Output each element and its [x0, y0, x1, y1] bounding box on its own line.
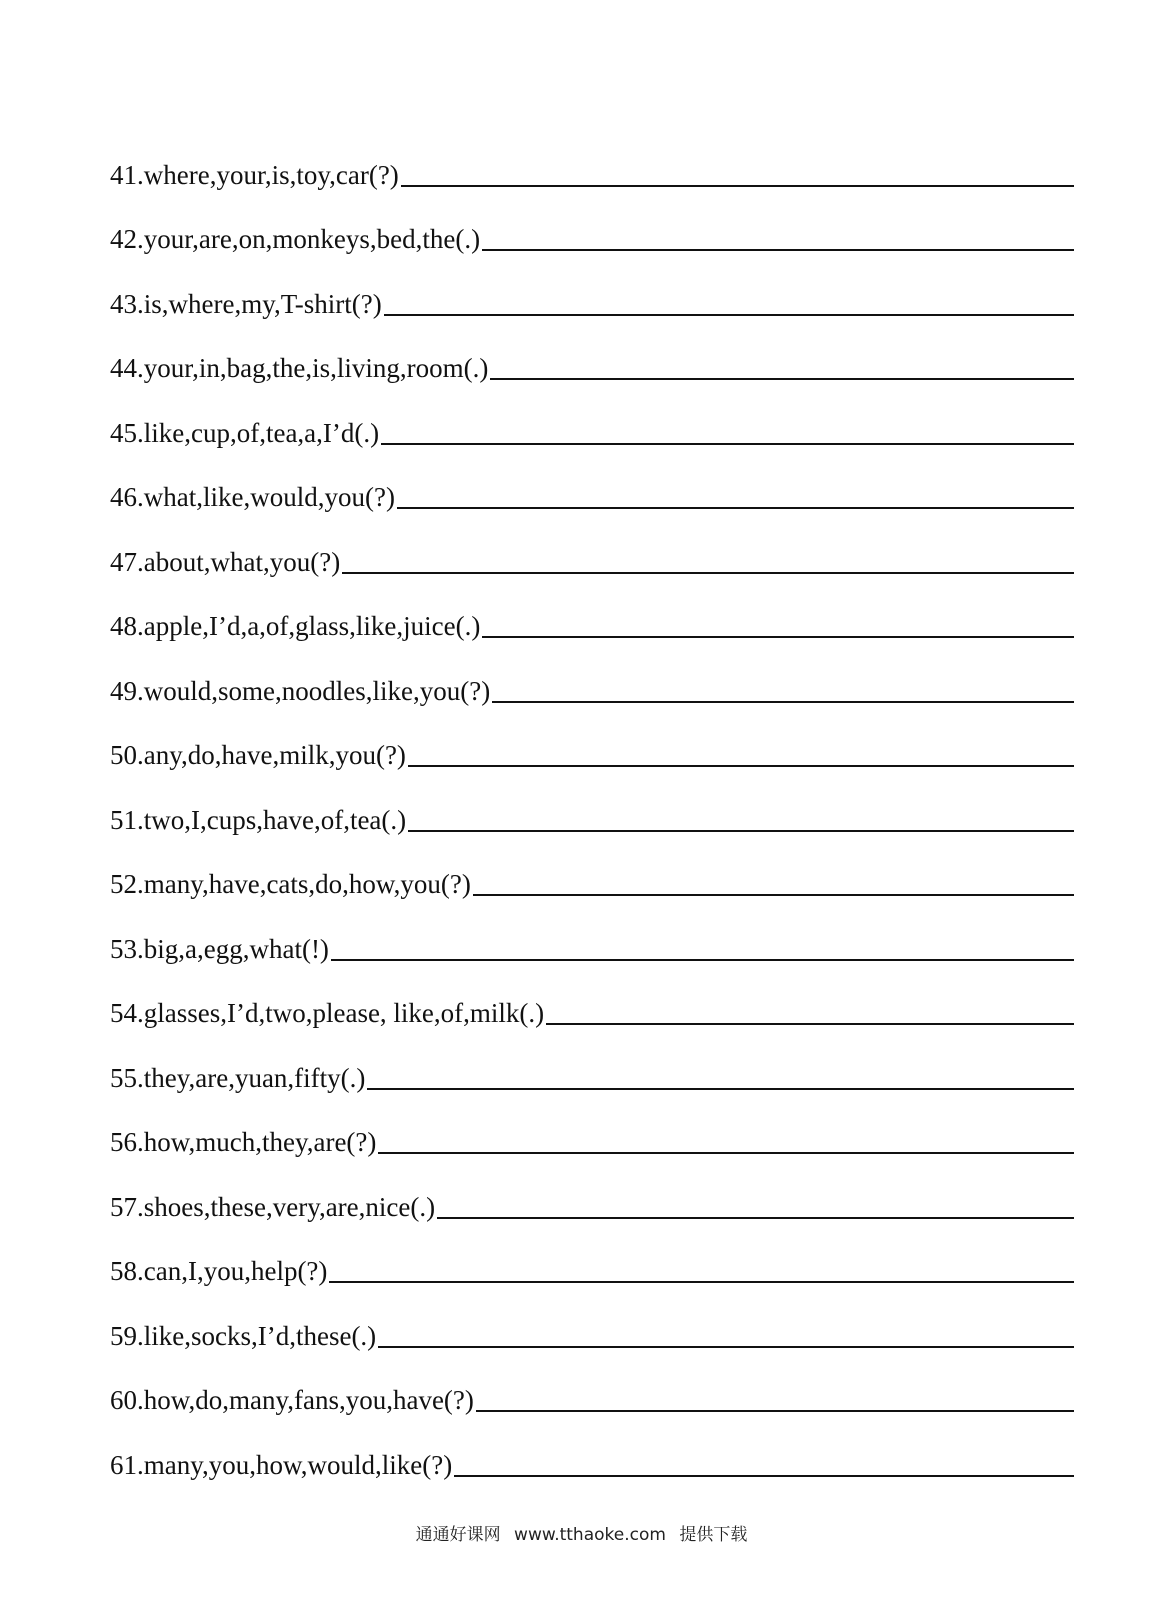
question-prompt: 53.big,a,egg,what(!) [110, 933, 329, 964]
question-prompt: 61.many,you,how,would,like(?) [110, 1449, 453, 1480]
answer-line[interactable] [342, 542, 1074, 574]
question-item [110, 644, 1074, 709]
question-prompt: 43.is,where,my,T-shirt(?) [110, 288, 382, 319]
question-item [110, 1289, 1074, 1354]
question-item [110, 193, 1074, 258]
answer-line[interactable] [473, 864, 1074, 896]
question-item [110, 1418, 1074, 1483]
answer-line[interactable] [546, 993, 1074, 1025]
question-item [110, 1096, 1074, 1161]
question-prompt: 56.how,much,they,are(?) [110, 1127, 377, 1157]
question-item [110, 1160, 1074, 1225]
question-item [110, 257, 1074, 322]
question-item [110, 580, 1074, 645]
question-prompt: 45.like,cup,of,tea,a,I’d(.) [110, 417, 380, 448]
page-footer [0, 1520, 1163, 1545]
question-item [110, 128, 1074, 193]
question-prompt: 41.where,your,is,toy,car(?) [110, 159, 399, 190]
question-item [110, 515, 1074, 580]
question-item [110, 709, 1074, 774]
question-item [110, 1031, 1074, 1096]
question-prompt: 47.about,what,you(?) [110, 546, 341, 577]
footer-site-name: 通通好课网 [415, 1525, 501, 1545]
question-item [110, 451, 1074, 516]
question-prompt: 57.shoes,these,very,are,nice(.) [110, 1191, 436, 1222]
question-item [110, 773, 1074, 838]
question-prompt: 51.two,I,cups,have,of,tea(.) [110, 804, 407, 835]
answer-line[interactable] [482, 219, 1074, 251]
answer-line[interactable] [329, 1251, 1074, 1283]
question-item [110, 386, 1074, 451]
answer-line[interactable] [378, 1316, 1074, 1348]
question-prompt: 50.any,do,have,milk,you(?) [110, 740, 406, 770]
answer-line[interactable] [378, 1122, 1074, 1154]
answer-line[interactable] [492, 671, 1074, 703]
question-prompt: 55.they,are,yuan,fifty(.) [110, 1062, 366, 1093]
footer-url: www.tthaoke.com [514, 1525, 666, 1545]
question-list [110, 128, 1074, 1483]
answer-line[interactable] [367, 1058, 1074, 1090]
answer-line[interactable] [331, 929, 1074, 961]
question-prompt: 59.like,socks,I’d,these(.) [110, 1320, 377, 1351]
answer-line[interactable] [408, 800, 1074, 832]
question-item [110, 322, 1074, 387]
question-prompt: 49.would,some,noodles,like,you(?) [110, 675, 491, 706]
question-item [110, 967, 1074, 1032]
answer-line[interactable] [476, 1380, 1074, 1412]
footer-tagline: 提供下载 [679, 1525, 748, 1545]
question-prompt: 44.your,in,bag,the,is,living,room(.) [110, 353, 489, 383]
question-item [110, 1354, 1074, 1419]
question-prompt: 48.apple,I’d,a,of,glass,like,juice(.) [110, 611, 481, 641]
question-prompt: 58.can,I,you,help(?) [110, 1256, 328, 1286]
answer-line[interactable] [397, 477, 1074, 509]
answer-line[interactable] [401, 155, 1074, 187]
question-item [110, 902, 1074, 967]
question-prompt: 54.glasses,I’d,two,please, like,of,milk(.) [110, 998, 545, 1028]
answer-line[interactable] [454, 1445, 1074, 1477]
question-prompt: 60.how,do,many,fans,you,have(?) [110, 1385, 474, 1415]
question-prompt: 52.many,have,cats,do,how,you(?) [110, 869, 471, 899]
question-prompt: 46.what,like,would,you(?) [110, 482, 395, 512]
answer-line[interactable] [381, 413, 1074, 445]
answer-line[interactable] [490, 348, 1074, 380]
answer-line[interactable] [437, 1187, 1074, 1219]
question-item [110, 1225, 1074, 1290]
answer-line[interactable] [408, 735, 1074, 767]
question-item [110, 838, 1074, 903]
question-prompt: 42.your,are,on,monkeys,bed,the(.) [110, 224, 481, 254]
answer-line[interactable] [384, 284, 1074, 316]
answer-line[interactable] [482, 606, 1074, 638]
